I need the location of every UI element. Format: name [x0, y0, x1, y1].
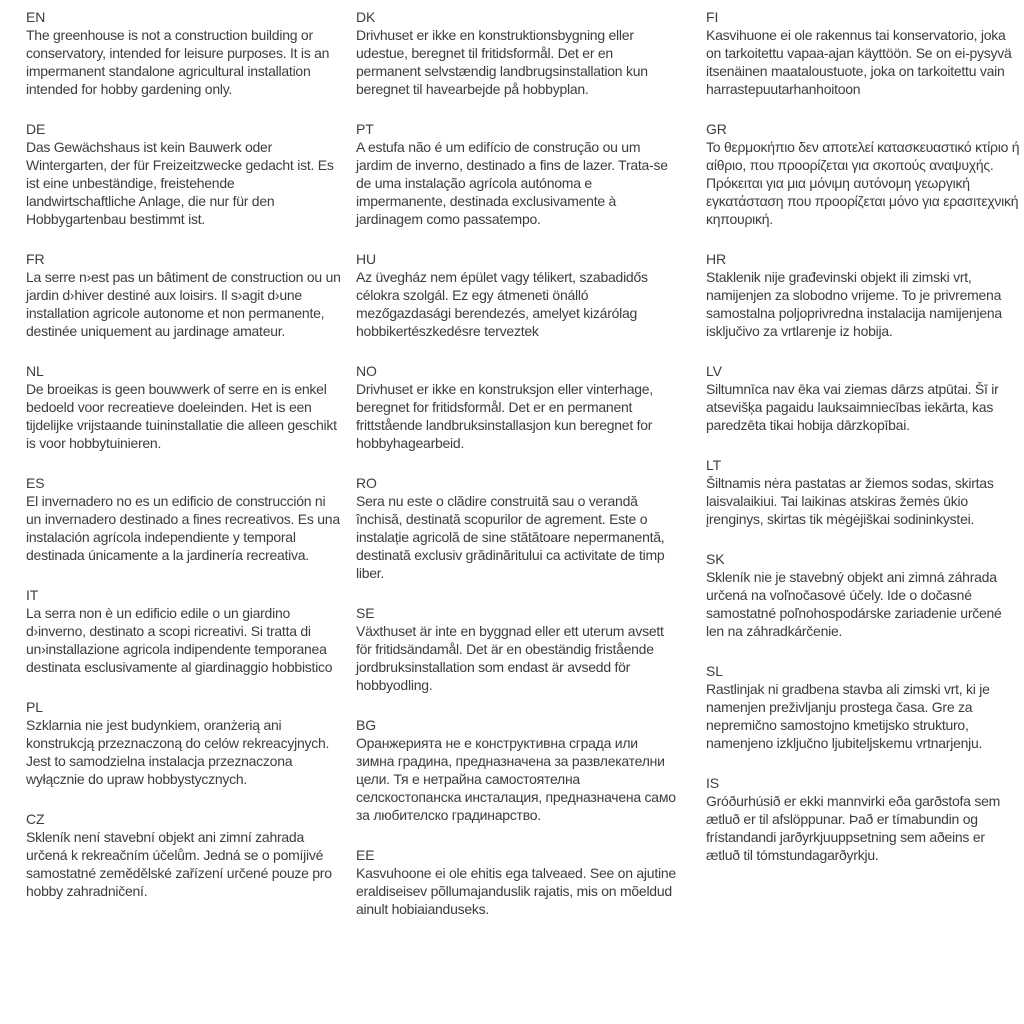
language-text: Växthuset är inte en byggnad eller ett uterum avsett för fritidsändamål. Det är en obeständig fristående jordbruksinstallation som endast är avsedd för hobbyodling.: [356, 623, 664, 693]
language-text: La serra non è un edificio edile o un giardino d›inverno, destinato a scopi ricreativi. Si tratta di un›installazione agricola indipendente temporanea destinata esclusivamente al giardinaggio hobbistico: [26, 605, 333, 675]
language-text: Das Gewächshaus ist kein Bauwerk oder Wintergarten, der für Freizeitzwecke gedacht ist. Es ist eine unbeständige, freistehende landwirtschaftliche Anlage, die nur für den Hobbygartenbau bestimmt ist.: [26, 139, 334, 227]
language-text: Kasvihuone ei ole rakennus tai konservatorio, joka on tarkoitettu vapaa-ajan käyttöön. Se on ei-pysyvä itsenäinen maataloustuote, joka on tarkoitettu vain harrastepuutarhanhoitoon: [706, 27, 1012, 97]
language-block-lt: [706, 456, 1022, 528]
language-code: SK: [706, 551, 725, 567]
language-code: ES: [26, 475, 45, 491]
language-code: HU: [356, 251, 377, 267]
language-block-bg: [356, 716, 678, 824]
language-block-is: [706, 774, 1022, 864]
language-block-cz: [26, 810, 342, 900]
language-text: The greenhouse is not a construction building or conservatory, intended for leisure purposes. It is an impermanent standalone agricultural installation intended for hobby gardening only.: [26, 27, 330, 97]
language-text: Skleník není stavební objekt ani zimní zahrada určená k rekreačním účelům. Jedná se o pomíjivé samostatné zemědělské zařízení určené pouze pro hobby zahradničení.: [26, 829, 332, 899]
language-block-hr: [706, 250, 1022, 340]
language-code: EE: [356, 847, 375, 863]
language-block-de: [26, 120, 342, 228]
language-text: Siltumnīca nav ēka vai ziemas dārzs atpūtai. Šī ir atsevišķa pagaidu lauksaimniecības iekārta, kas paredzēta tikai hobija dārzkopībai.: [706, 381, 999, 433]
language-block-no: [356, 362, 678, 452]
column-2: [356, 8, 678, 1024]
language-code: NO: [356, 363, 377, 379]
language-text: Drivhuset er ikke en konstruksjon eller vinterhage, beregnet for fritidsformål. Det er en permanent frittstående landbruksinstallasjon kun beregnet for hobbyhagearbeid.: [356, 381, 653, 451]
language-code: DE: [26, 121, 46, 137]
language-code: BG: [356, 717, 377, 733]
language-code: NL: [26, 363, 44, 379]
language-block-it: [26, 586, 342, 676]
language-code: GR: [706, 121, 727, 137]
language-text: Rastlinjak ni gradbena stavba ali zimski vrt, ki je namenjen preživljanju prostega časa. Gre za nepremično samostojno kmetijsko strukturo, namenjeno izključno ljubiteljskemu vrtnarjenju.: [706, 681, 990, 751]
language-code: PT: [356, 121, 374, 137]
language-code: IT: [26, 587, 39, 603]
language-block-fr: [26, 250, 342, 340]
language-block-ee: [356, 846, 678, 918]
language-text: Оранжерията не е конструктивна сграда или зимна градина, предназначена за развлекателни цели. Тя е нетрайна самостоятелна селскостопанска инсталация, предназначена само за любителско градинарство.: [356, 735, 676, 823]
language-text: Šiltnamis nėra pastatas ar žiemos sodas, skirtas laisvalaikiui. Tai laikinas atskiras žemės ūkio įrenginys, skirtas tik mėgėjiškai sodininkystei.: [706, 475, 994, 527]
language-block-sk: [706, 550, 1022, 640]
language-code: SE: [356, 605, 375, 621]
language-text: De broeikas is geen bouwwerk of serre en is enkel bedoeld voor recreatieve doeleinden. Het is een tijdelijke vrijstaande tuininstallatie die alleen geschikt is voor hobbytuinieren.: [26, 381, 337, 451]
language-text: Kasvuhoone ei ole ehitis ega talveaed. See on ajutine eraldiseisev põllumajanduslik rajatis, mis on mõeldud ainult hobiaianduseks.: [356, 865, 676, 917]
language-text: La serre n›est pas un bâtiment de construction ou un jardin d›hiver destiné aux loisirs. Il s›agit d›une installation agricole autonome et non permanente, destinée uniquement au jardinage amateur.: [26, 269, 341, 339]
language-text: Sera nu este o clădire construită sau o verandă închisă, destinată scopurilor de agrement. Este o instalație agricolă de sine stătătoare nepermanentă, destinată exclusiv grădinăritului ca activitate de timp liber.: [356, 493, 665, 581]
language-block-lv: [706, 362, 1022, 434]
language-code: LV: [706, 363, 722, 379]
language-block-dk: [356, 8, 678, 98]
language-code: SL: [706, 663, 723, 679]
language-block-pt: [356, 120, 678, 228]
column-3: [706, 8, 1022, 1024]
language-block-sl: [706, 662, 1022, 752]
language-block-nl: [26, 362, 342, 452]
language-text: Az üvegház nem épület vagy télikert, szabadidős célokra szolgál. Ez egy átmeneti önálló mezőgazdasági berendezés, amelyet kizárólag hobbikertészkedésre terveztek: [356, 269, 648, 339]
language-block-se: [356, 604, 678, 694]
language-block-es: [26, 474, 342, 564]
language-text: Szklarnia nie jest budynkiem, oranżerią ani konstrukcją przeznaczoną do celów rekreacyjnych. Jest to samodzielna instalacja przeznaczona wyłącznie do upraw hobbystycznych.: [26, 717, 330, 787]
language-code: HR: [706, 251, 727, 267]
language-block-hu: [356, 250, 678, 340]
language-block-fi: [706, 8, 1022, 98]
language-text: Skleník nie je stavebný objekt ani zimná záhrada určená na voľnočasové účely. Ide o dočasné samostatné poľnohospodárske zariadenie určené len na záhradkárčenie.: [706, 569, 1002, 639]
language-block-gr: [706, 120, 1022, 228]
language-text: El invernadero no es un edificio de construcción ni un invernadero destinado a fines recreativos. Es una instalación agrícola independiente y temporal destinada únicamente a la jardinería recreativa.: [26, 493, 340, 563]
language-text: Gróðurhúsið er ekki mannvirki eða garðstofa sem ætluð er til afslöppunar. Það er tímabundin og frístandandi jarðyrkjuuppsetning sem aðeins er ætluð til tómstundagarðyrkju.: [706, 793, 1001, 863]
language-code: EN: [26, 9, 46, 25]
language-code: FR: [26, 251, 45, 267]
language-block-en: [26, 8, 342, 98]
language-code: FI: [706, 9, 719, 25]
column-1: [26, 8, 342, 1024]
language-code: CZ: [26, 811, 45, 827]
language-code: RO: [356, 475, 377, 491]
language-code: DK: [356, 9, 376, 25]
language-code: IS: [706, 775, 720, 791]
language-code: LT: [706, 457, 722, 473]
language-text: Staklenik nije građevinski objekt ili zimski vrt, namijenjen za slobodno vrijeme. To je privremena samostalna poljoprivredna instalacija namijenjena isključivo za vrtlarenje iz hobija.: [706, 269, 1002, 339]
language-text: Το θερμοκήπιο δεν αποτελεί κατασκευαστικό κτίριο ή αίθριο, που προορίζεται για σκοπούς αναψυχής. Πρόκειται για μια μόνιμη αυτόνομη γεωργική εγκατάσταση που προορίζεται μόνο για ερασιτεχνική κηπουρική.: [706, 139, 1020, 227]
language-block-pl: [26, 698, 342, 788]
language-text: A estufa não é um edifício de construção ou um jardim de inverno, destinado a fins de lazer. Trata-se de uma instalação agrícola autónoma e impermanente, destinada exclusivamente à jardinagem como passatempo.: [356, 139, 668, 227]
language-code: PL: [26, 699, 43, 715]
language-block-ro: [356, 474, 678, 582]
language-text: Drivhuset er ikke en konstruktionsbygning eller udestue, beregnet til fritidsformål. Det er en permanent selvstændig landbrugsinstallation kun beregnet til havearbejde på hobbyplan.: [356, 27, 648, 97]
